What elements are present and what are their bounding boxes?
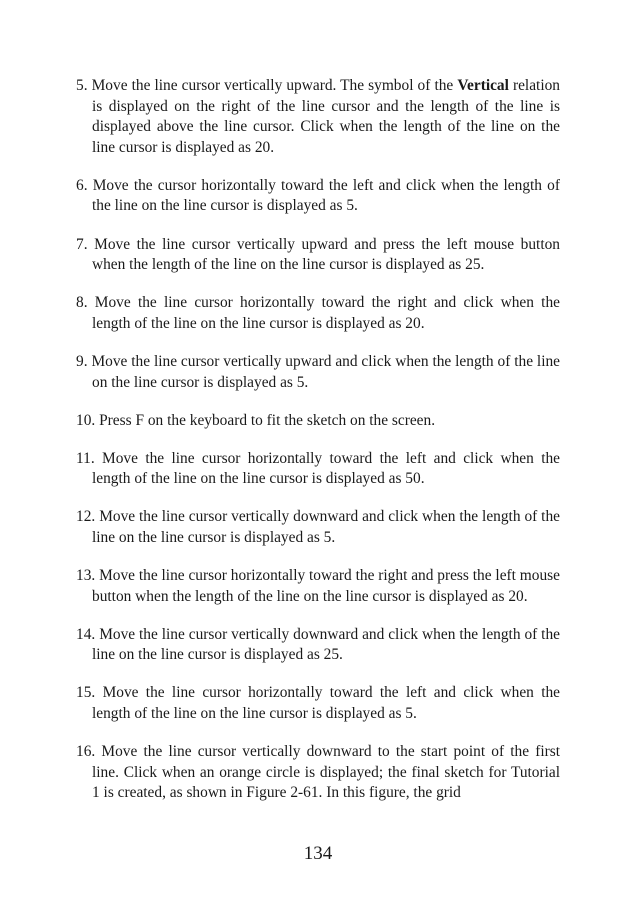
step-6 — [76, 176, 560, 217]
step-5 — [76, 76, 560, 158]
steps-list — [76, 76, 560, 821]
step-number: 16. — [76, 743, 96, 761]
step-text: Move the line cursor horizontally toward the left and click when the length of the line on the line cursor is displayed as 50. — [92, 449, 560, 488]
step-number: 10. — [76, 411, 96, 429]
step-8 — [76, 293, 560, 334]
page-number: 134 — [303, 843, 333, 864]
step-number: 14. — [76, 625, 96, 643]
step-13 — [76, 566, 560, 607]
step-number: 7. — [76, 235, 88, 253]
step-text: Move the line cursor vertically downward and click when the length of the line on the line cursor is displayed as 25. — [92, 625, 560, 664]
step-15 — [76, 683, 560, 724]
step-number: 11. — [76, 449, 95, 467]
step-number: 5. — [76, 77, 88, 94]
step-12 — [76, 507, 560, 548]
step-bold-term: Vertical — [457, 77, 509, 94]
step-text-start: Move the line cursor vertically upward. The symbol of the — [91, 77, 458, 94]
step-text: Move the line cursor vertically downward to the start point of the first line. Click when an orange circle is displayed; the final sketch for Tutorial 1 is created, as shown in Figure 2-61. In this figure, the grid — [92, 743, 560, 802]
step-text: Move the line cursor vertically downward and click when the length of the line on the line cursor is displayed as 5. — [92, 508, 560, 546]
step-14 — [76, 625, 560, 666]
step-number: 8. — [76, 294, 88, 312]
step-number: 15. — [76, 684, 96, 702]
step-7 — [76, 235, 560, 276]
step-text: Move the line cursor horizontally toward the right and press the left mouse button when the length of the line on the line cursor is displayed as 20. — [92, 567, 560, 605]
step-text: Move the line cursor vertically upward and press the left mouse button when the length of the line on the line cursor is displayed as 25. — [92, 235, 560, 274]
step-text-end: relation is displayed on the right of the line cursor and the length of the line is displayed above the line cursor. Click when the length of the line on the line cursor is displayed as 20. — [92, 77, 560, 156]
step-text: Move the line cursor vertically upward and click when the length of the line on the line cursor is displayed as 5. — [91, 352, 560, 391]
step-11 — [76, 449, 560, 490]
step-number: 9. — [76, 352, 88, 370]
step-16 — [76, 742, 560, 804]
step-number: 12. — [76, 508, 96, 526]
step-number: 6. — [76, 176, 88, 194]
step-text: Press F on the keyboard to fit the sketch on the screen. — [99, 411, 436, 429]
step-10 — [76, 411, 560, 432]
step-9 — [76, 352, 560, 393]
step-text: Move the cursor horizontally toward the left and click when the length of the line on the line cursor is displayed as 5. — [92, 176, 560, 215]
step-number: 13. — [76, 567, 96, 585]
step-text: Move the line cursor horizontally toward the right and click when the length of the line on the line cursor is displayed as 20. — [92, 294, 560, 332]
step-text: Move the line cursor horizontally toward the left and click when the length of the line on the line cursor is displayed as 5. — [92, 684, 560, 723]
